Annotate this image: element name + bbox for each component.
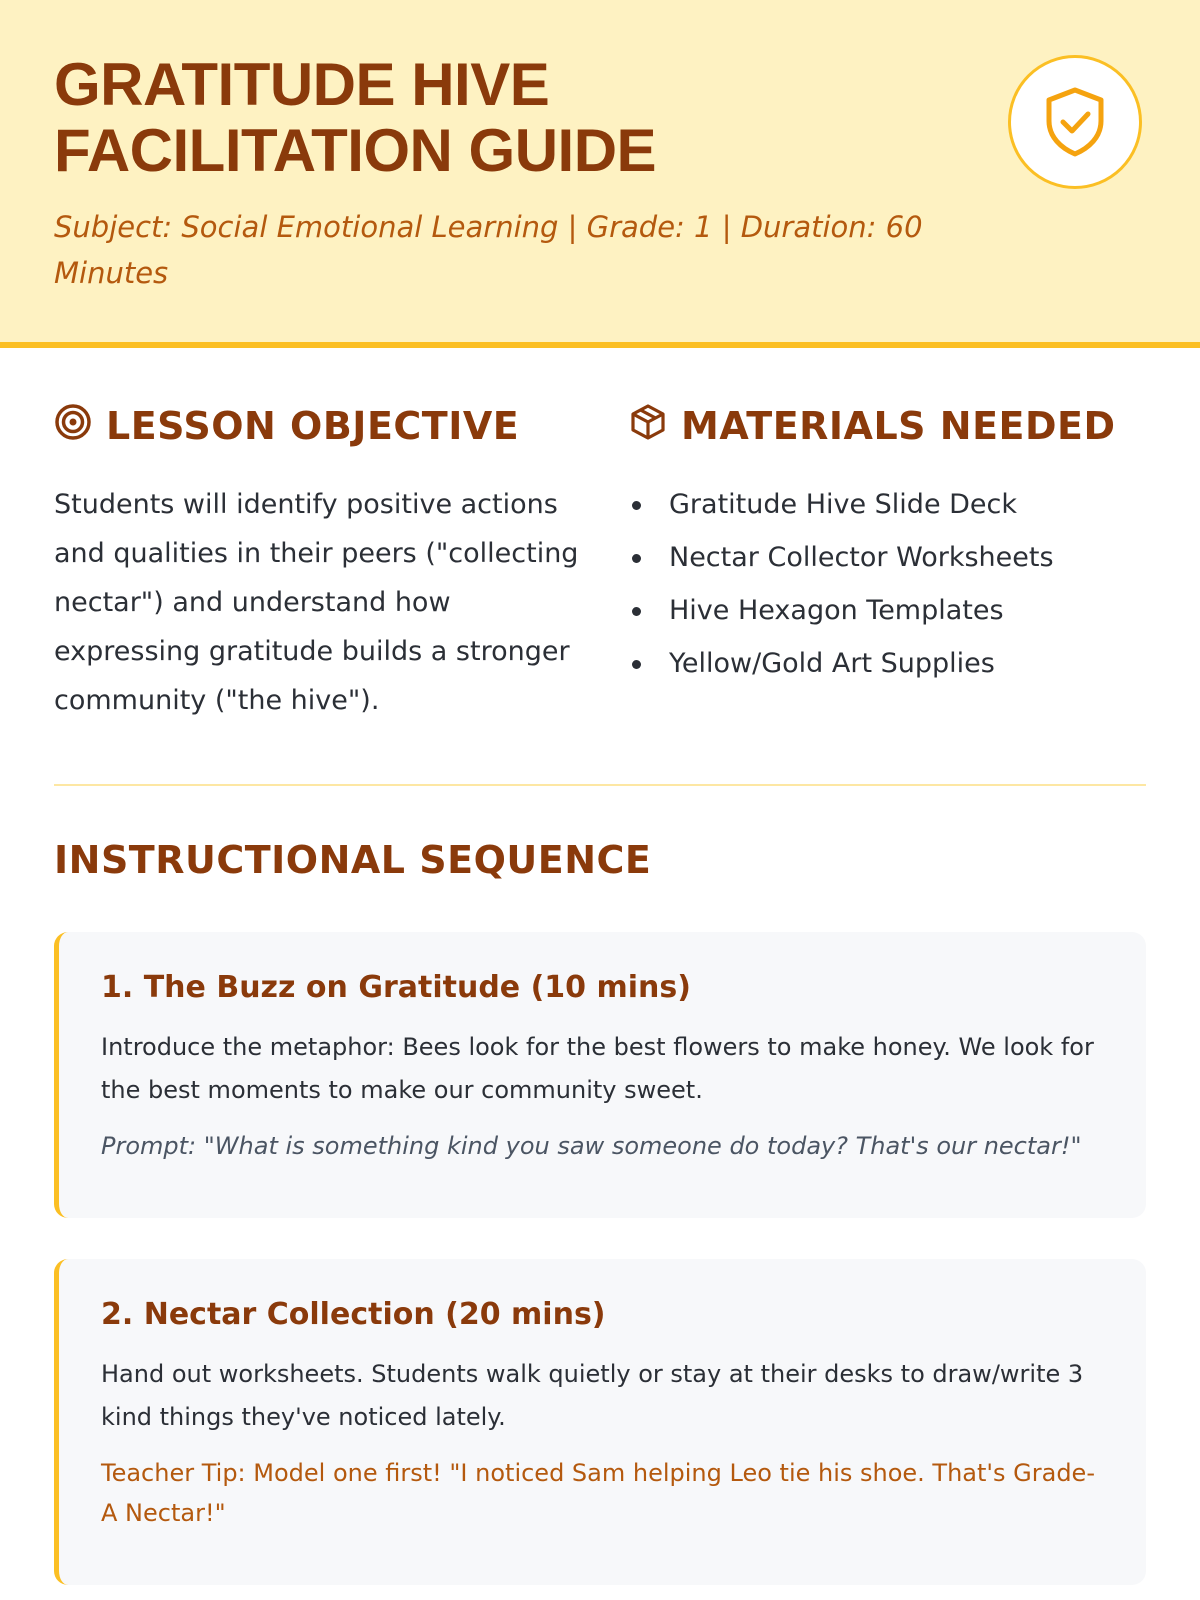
header — [0, 0, 1200, 348]
materials-section — [629, 400, 1146, 690]
title-line-1: GRATITUDE HIVE — [54, 51, 550, 118]
step-body: Introduce the metaphor: Bees look for the best flowers to make honey. We look for the best moments to make our community sweet. — [101, 1033, 1094, 1104]
sequence-heading: INSTRUCTIONAL SEQUENCE — [54, 838, 652, 882]
box-icon — [629, 403, 667, 450]
objective-heading-label: LESSON OBJECTIVE — [106, 404, 520, 448]
list-item: Hive Hexagon Templates — [629, 584, 1146, 637]
materials-heading-label: MATERIALS NEEDED — [681, 404, 1116, 448]
section-divider — [54, 784, 1146, 786]
target-icon — [54, 403, 92, 450]
list-item: Gratitude Hive Slide Deck — [629, 478, 1146, 531]
page-subtitle: Subject: Social Emotional Learning | Grade: 1 | Duration: 60 Minutes — [54, 210, 923, 290]
sequence-step-2-card — [54, 1259, 1146, 1585]
materials-heading — [629, 400, 1146, 452]
objective-heading — [54, 400, 584, 452]
page-title — [54, 52, 854, 184]
step-body: Hand out worksheets. Students walk quietly or stay at their desks to draw/write 3 kind things they've noticed lately. — [101, 1360, 1084, 1431]
list-item: Nectar Collector Worksheets — [629, 531, 1146, 584]
step-title: 1. The Buzz on Gratitude (10 mins) — [101, 970, 691, 1005]
step-prompt: Prompt: "What is something kind you saw someone do today? That's our nectar!" — [101, 1132, 1082, 1160]
step-title: 2. Nectar Collection (20 mins) — [101, 1297, 606, 1332]
list-item: Yellow/Gold Art Supplies — [629, 637, 1146, 690]
title-line-2: FACILITATION GUIDE — [54, 117, 657, 184]
objective-section — [54, 400, 584, 725]
materials-list — [629, 478, 1146, 690]
shield-check-icon — [1008, 55, 1142, 189]
sequence-step-1-card — [54, 932, 1146, 1218]
teacher-tip: Teacher Tip: Model one first! "I noticed Sam helping Leo tie his shoe. That's Grade-A Nectar!" — [101, 1459, 1095, 1527]
objective-text: Students will identify positive actions and qualities in their peers ("collecting nectar") and understand how expressing gratitude builds a stronger community ("the hive"). — [54, 489, 579, 716]
